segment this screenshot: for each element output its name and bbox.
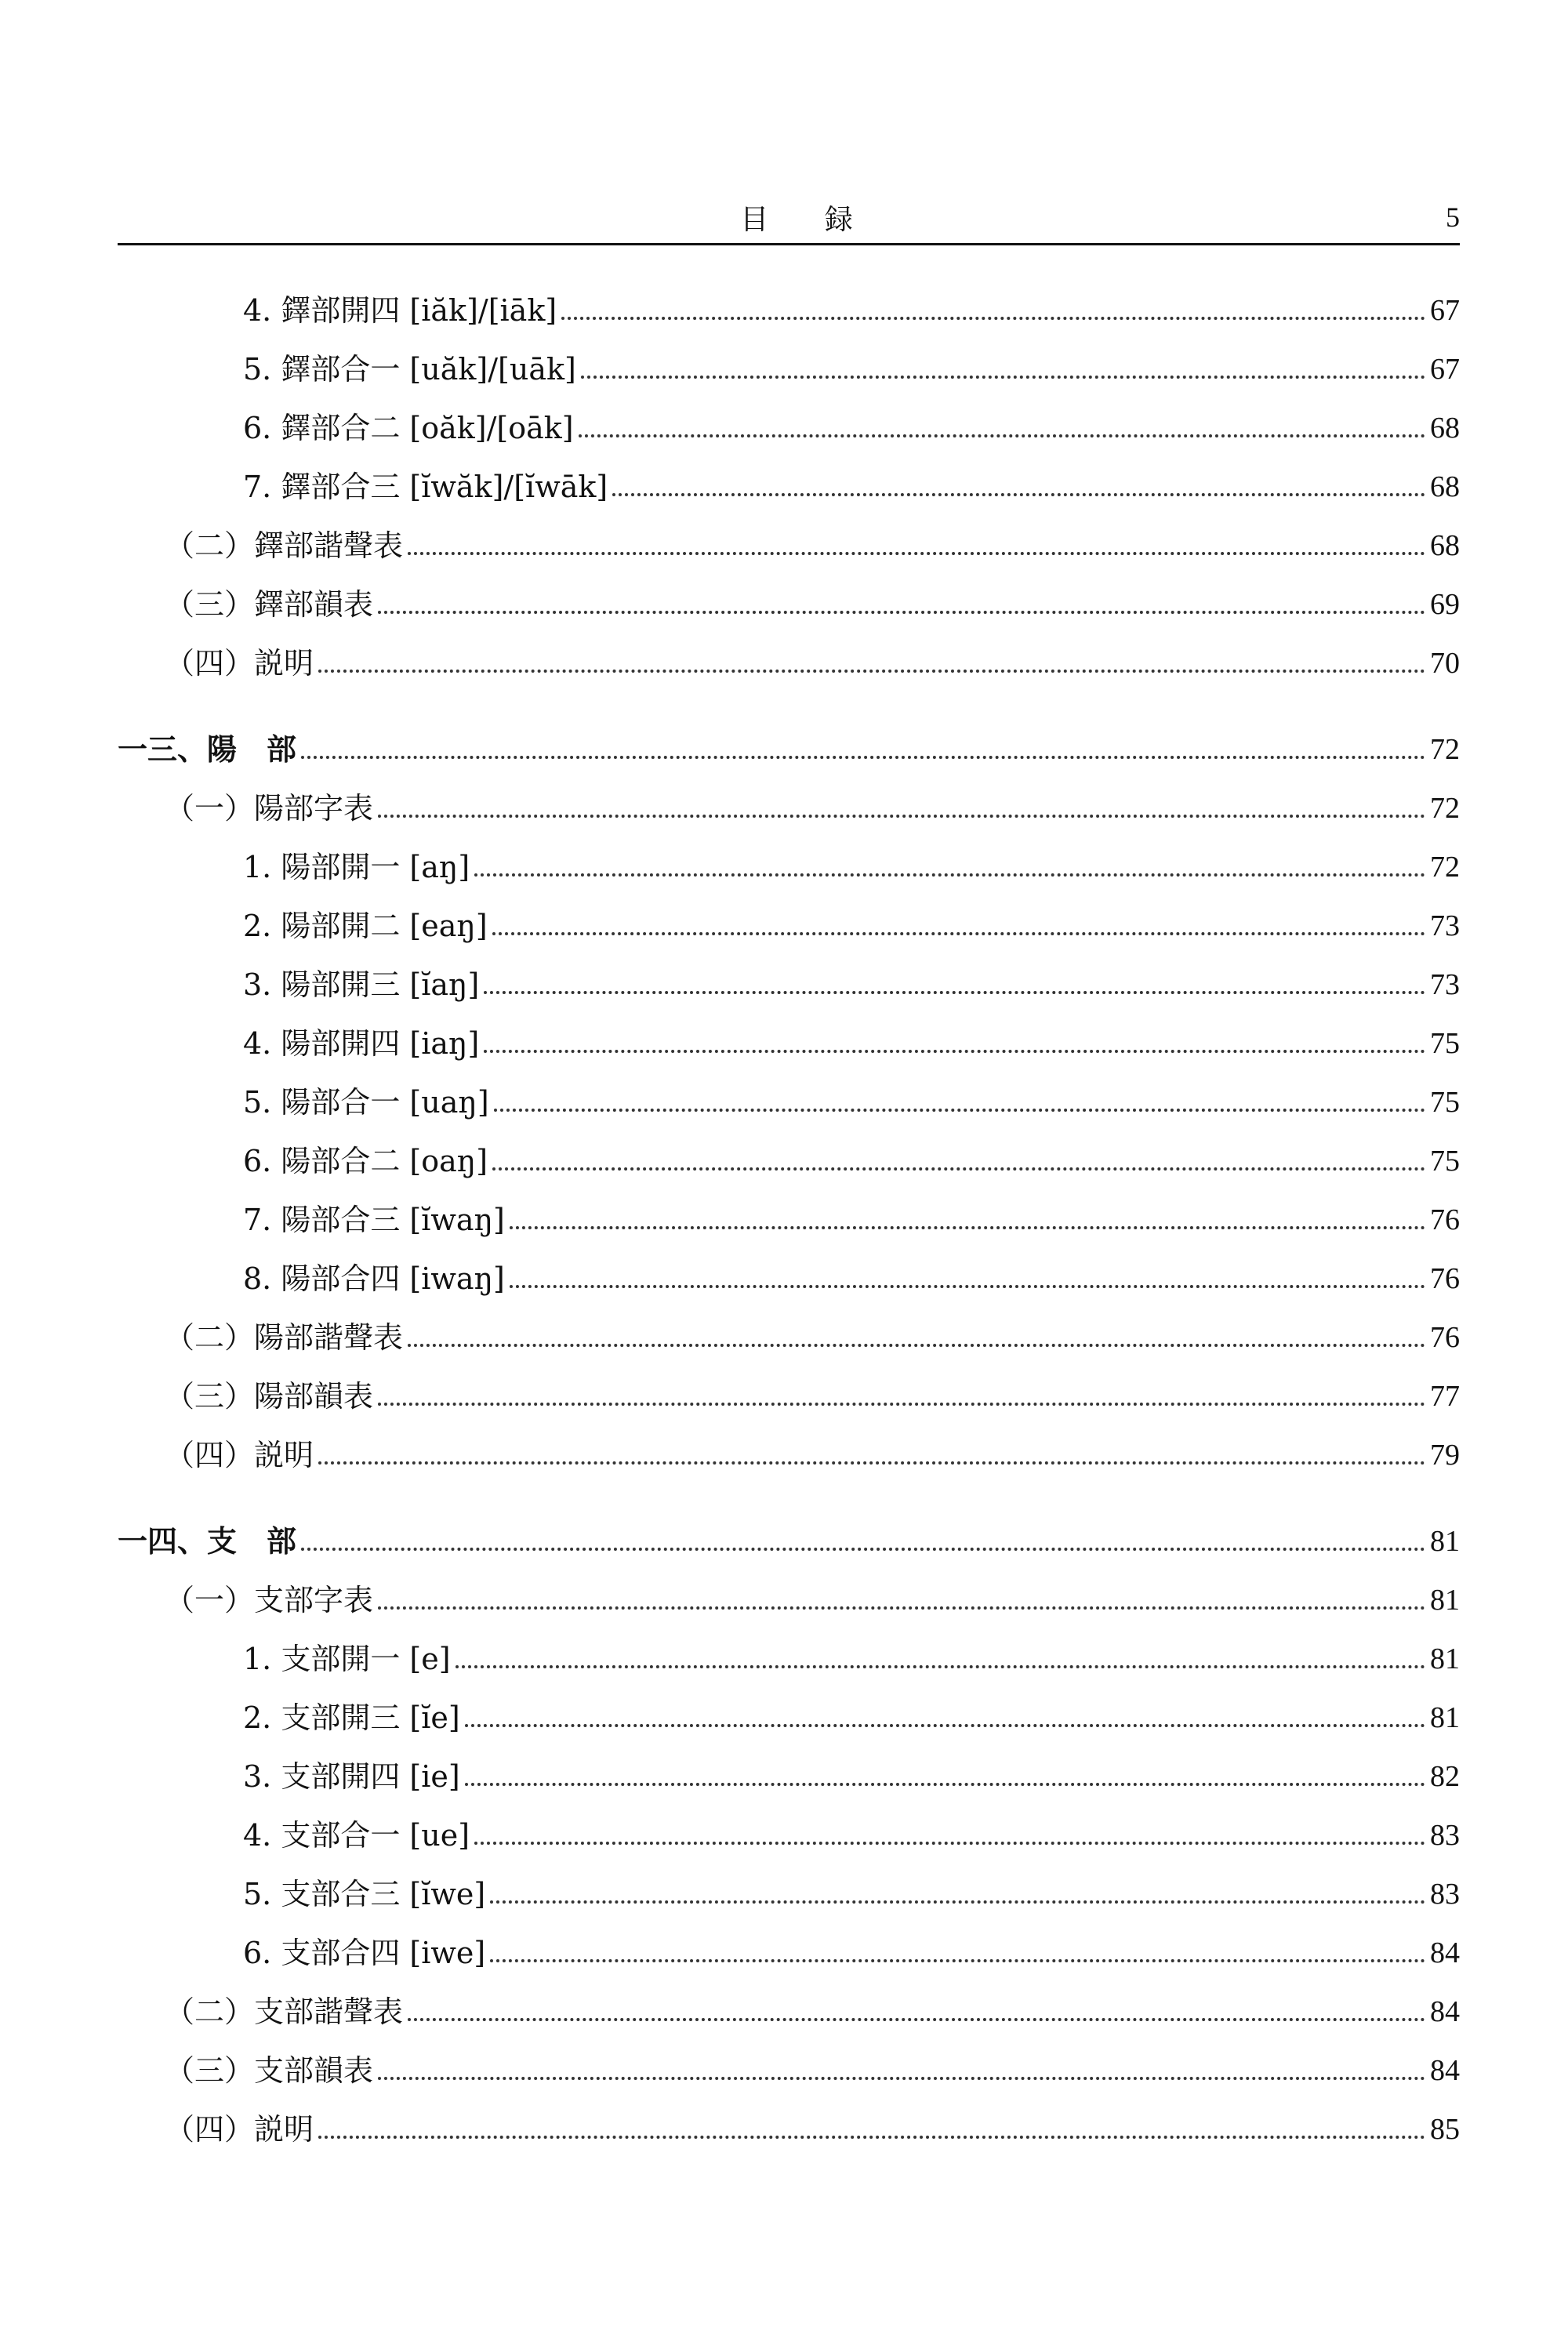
- toc-entry-label: 4. 鐸部開四 [iăk]/[iāk]: [243, 293, 557, 328]
- toc-entry-label: 6. 支部合四 [iwe]: [243, 1936, 486, 1970]
- toc-entry[interactable]: [0, 1813, 1460, 1857]
- dot-leader: [378, 1606, 1425, 1610]
- dot-leader: [510, 1285, 1425, 1288]
- toc-entry[interactable]: [0, 641, 1460, 685]
- toc-entry-page: 81: [1430, 1642, 1460, 1675]
- toc-entry[interactable]: [0, 1755, 1460, 1798]
- toc-entry-page: 73: [1430, 909, 1460, 942]
- toc-entry-label: 4. 支部合一 [ue]: [243, 1818, 470, 1853]
- toc-entry[interactable]: [0, 1578, 1460, 1622]
- dot-leader: [301, 756, 1425, 759]
- dot-leader: [318, 1461, 1425, 1465]
- toc-entry-page: 84: [1430, 1995, 1460, 2028]
- dot-leader: [561, 317, 1425, 320]
- dot-leader: [579, 434, 1425, 437]
- dot-leader: [465, 1724, 1425, 1727]
- toc-entry-label: 5. 鐸部合一 [uăk]/[uāk]: [243, 352, 576, 387]
- toc-entry[interactable]: [0, 1316, 1460, 1359]
- dot-leader: [484, 991, 1425, 994]
- toc-chapter-entry[interactable]: [0, 1519, 1460, 1563]
- toc-entry[interactable]: [0, 1990, 1460, 2034]
- toc-entry[interactable]: [0, 583, 1460, 626]
- toc-entry[interactable]: [0, 1637, 1460, 1681]
- toc-entry-label: 一四、支 部: [118, 1523, 297, 1559]
- toc-entry[interactable]: [0, 1257, 1460, 1301]
- dot-leader: [456, 1665, 1425, 1668]
- toc-entry-label: 6. 鐸部合二 [oăk]/[oāk]: [243, 411, 574, 445]
- toc-entry-label: 一三、陽 部: [118, 731, 297, 767]
- toc-entry-page: 72: [1430, 792, 1460, 825]
- toc-entry[interactable]: [0, 845, 1460, 889]
- toc-entry-label: （二）鐸部諧聲表: [165, 528, 404, 563]
- dot-leader: [490, 1900, 1425, 1904]
- toc-entry-label: （三）陽部韻表: [165, 1379, 374, 1414]
- dot-leader: [378, 1403, 1425, 1406]
- toc-entry-label: 6. 陽部合二 [oaŋ]: [243, 1144, 488, 1178]
- toc-entry-page: 75: [1430, 1145, 1460, 1178]
- dot-leader: [492, 1167, 1425, 1171]
- toc-entry[interactable]: [0, 406, 1460, 450]
- dot-leader: [510, 1226, 1425, 1229]
- toc-entry[interactable]: [0, 1433, 1460, 1477]
- toc-entry-label: （三）支部韻表: [165, 2053, 374, 2088]
- toc-entry[interactable]: [0, 963, 1460, 1007]
- toc-entry-page: 76: [1430, 1321, 1460, 1354]
- toc-entry[interactable]: [0, 289, 1460, 332]
- toc-entry[interactable]: [0, 1080, 1460, 1124]
- dot-leader: [318, 2136, 1425, 2139]
- toc-entry-page: 69: [1430, 588, 1460, 621]
- toc-entry-page: 76: [1430, 1262, 1460, 1295]
- toc-entry-page: 84: [1430, 2054, 1460, 2087]
- toc-entry[interactable]: [0, 465, 1460, 509]
- toc-entry-page: 82: [1430, 1760, 1460, 1793]
- toc-entry-page: 76: [1430, 1203, 1460, 1236]
- dot-leader: [494, 1109, 1425, 1112]
- dot-leader: [612, 493, 1425, 496]
- toc-entry-page: 81: [1430, 1525, 1460, 1558]
- toc-entry-label: 8. 陽部合四 [iwaŋ]: [243, 1261, 505, 1296]
- toc-entry-label: 5. 支部合三 [ĭwe]: [243, 1877, 486, 1911]
- dot-leader: [581, 376, 1425, 379]
- toc-entry-page: 68: [1430, 470, 1460, 503]
- page-number: 5: [1446, 201, 1460, 233]
- toc-entry[interactable]: [0, 1198, 1460, 1242]
- dot-leader: [408, 1344, 1425, 1347]
- toc-entry[interactable]: [0, 904, 1460, 948]
- dot-leader: [474, 873, 1425, 877]
- toc-entry-page: 81: [1430, 1584, 1460, 1617]
- dot-leader: [408, 2018, 1425, 2021]
- toc-entry-label: （一）陽部字表: [165, 791, 374, 826]
- toc-entry-label: （三）鐸部韻表: [165, 587, 374, 622]
- toc-entry[interactable]: [0, 524, 1460, 568]
- toc-entry[interactable]: [0, 1696, 1460, 1740]
- dot-leader: [378, 611, 1425, 614]
- dot-leader: [378, 2077, 1425, 2080]
- toc-entry-page: 72: [1430, 733, 1460, 766]
- toc-entry[interactable]: [0, 1872, 1460, 1916]
- toc-entry-page: 67: [1430, 294, 1460, 327]
- toc-entry-label: （二）陽部諧聲表: [165, 1320, 404, 1355]
- dot-leader: [484, 1050, 1425, 1053]
- toc-entry-page: 83: [1430, 1819, 1460, 1852]
- dot-leader: [492, 932, 1425, 935]
- toc-entry-page: 83: [1430, 1878, 1460, 1911]
- toc-entry[interactable]: [0, 2049, 1460, 2092]
- toc-entry-page: 79: [1430, 1439, 1460, 1472]
- toc-entry-label: 7. 陽部合三 [ĭwaŋ]: [243, 1203, 505, 1237]
- dot-leader: [474, 1842, 1425, 1845]
- toc-entry[interactable]: [0, 786, 1460, 830]
- toc-entry-page: 67: [1430, 353, 1460, 386]
- dot-leader: [490, 1959, 1425, 1962]
- toc-entry-label: 7. 鐸部合三 [ĭwăk]/[ĭwāk]: [243, 470, 608, 504]
- toc-entry[interactable]: [0, 2107, 1460, 2151]
- toc-entry-page: 70: [1430, 647, 1460, 680]
- toc-entry-label: 2. 支部開三 [ĭe]: [243, 1700, 460, 1735]
- toc-entry-label: 3. 陽部開三 [ĭaŋ]: [243, 967, 480, 1002]
- toc-entry[interactable]: [0, 1022, 1460, 1065]
- toc-entry-label: 5. 陽部合一 [uaŋ]: [243, 1085, 489, 1120]
- toc-entry[interactable]: [0, 347, 1460, 391]
- dot-leader: [408, 552, 1425, 555]
- toc-entry-page: 84: [1430, 1936, 1460, 1969]
- toc-entry-label: （二）支部諧聲表: [165, 1994, 404, 2029]
- toc-entry-page: 75: [1430, 1086, 1460, 1119]
- running-header-title: 目 録: [740, 204, 877, 236]
- toc-entry-page: 72: [1430, 851, 1460, 884]
- toc-entry-page: 85: [1430, 2113, 1460, 2146]
- toc-entry-label: 2. 陽部開二 [eaŋ]: [243, 909, 488, 943]
- toc-entry-page: 68: [1430, 412, 1460, 445]
- toc-entry[interactable]: [0, 1374, 1460, 1418]
- dot-leader: [378, 815, 1425, 818]
- toc-entry-page: 75: [1430, 1027, 1460, 1060]
- toc-entry-label: 1. 陽部開一 [aŋ]: [243, 850, 470, 884]
- toc-entry-label: （四）説明: [165, 1438, 314, 1472]
- toc-chapter-entry[interactable]: [0, 728, 1460, 771]
- toc-entry-label: 4. 陽部開四 [iaŋ]: [243, 1026, 480, 1061]
- dot-leader: [318, 670, 1425, 673]
- dot-leader: [301, 1548, 1425, 1551]
- toc-entry[interactable]: [0, 1931, 1460, 1975]
- toc-entry-label: （一）支部字表: [165, 1583, 374, 1617]
- toc-entry-label: 3. 支部開四 [ie]: [243, 1759, 460, 1794]
- toc-entry-label: （四）説明: [165, 646, 314, 681]
- toc-entry[interactable]: [0, 1139, 1460, 1183]
- toc-entry-page: 77: [1430, 1380, 1460, 1413]
- toc-entry-label: 1. 支部開一 [e]: [243, 1642, 451, 1676]
- dot-leader: [465, 1783, 1425, 1786]
- toc-entry-label: （四）説明: [165, 2112, 314, 2147]
- toc-entry-page: 73: [1430, 968, 1460, 1001]
- toc-entry-page: 81: [1430, 1701, 1460, 1734]
- toc-entry-page: 68: [1430, 529, 1460, 562]
